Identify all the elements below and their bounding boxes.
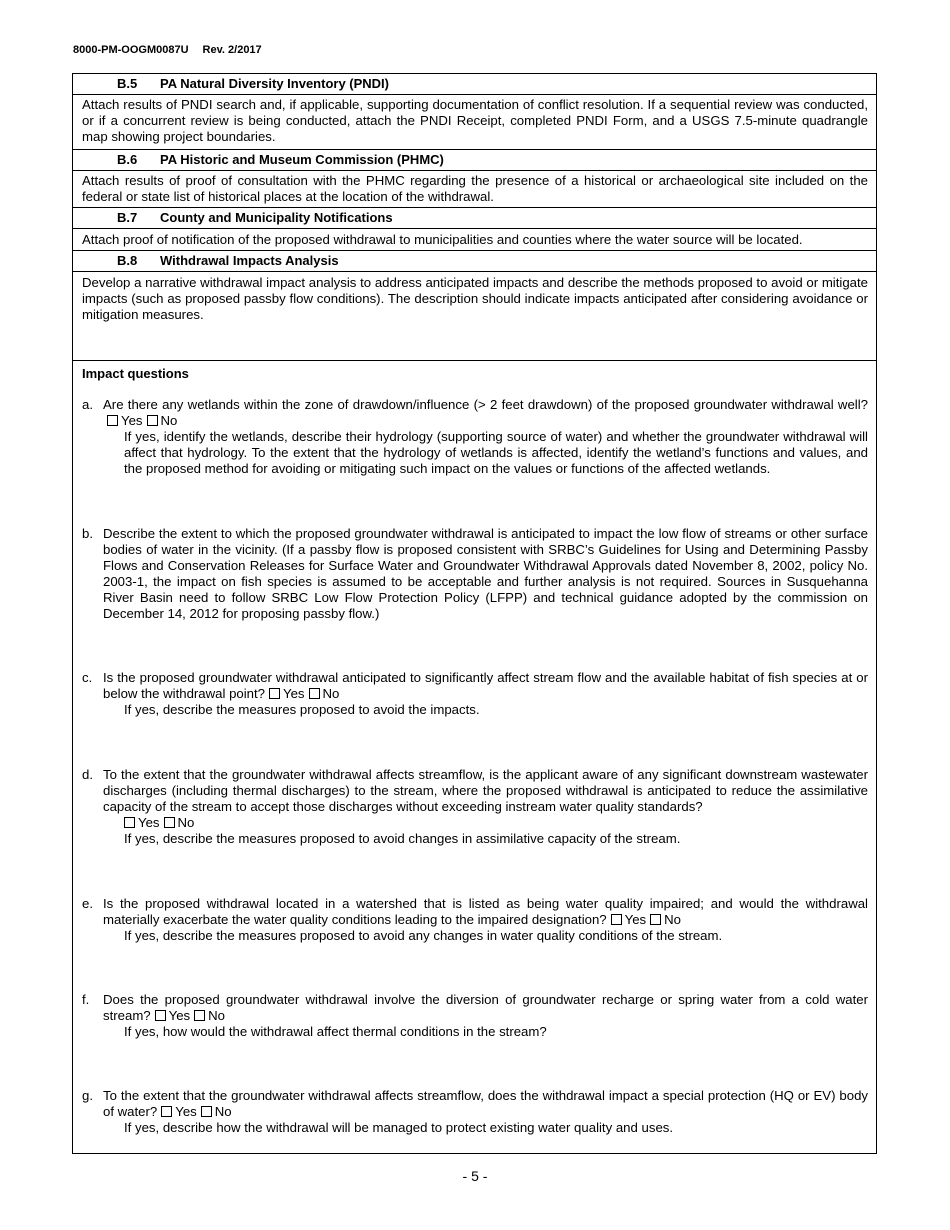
- form-revision: Rev. 2/2017: [202, 44, 262, 56]
- section-b8-header: [73, 251, 876, 272]
- question-followup: If yes, describe the measures proposed to avoid the impacts.: [124, 702, 480, 717]
- section-b5-header: [73, 74, 876, 95]
- question-f: [82, 992, 868, 1040]
- yes-checkbox[interactable]: [611, 914, 622, 925]
- question-letter: d.: [82, 767, 93, 782]
- yes-label: Yes: [624, 912, 647, 927]
- section-number: B.7: [117, 210, 138, 225]
- question-g: [82, 1088, 868, 1136]
- question-followup: If yes, describe how the withdrawal will be managed to protect existing water quality and uses.: [124, 1120, 674, 1135]
- question-text: Does the proposed groundwater withdrawal involve the diversion of groundwater recharge or spring water from a cold water stream?: [103, 992, 868, 1023]
- yes-label: Yes: [121, 413, 143, 428]
- no-label: No: [214, 1104, 232, 1119]
- question-followup: If yes, how would the withdrawal affect thermal conditions in the stream?: [124, 1024, 547, 1039]
- section-title: Withdrawal Impacts Analysis: [160, 253, 339, 268]
- impact-questions-title: Impact questions: [82, 366, 189, 381]
- question-letter: b.: [82, 526, 93, 541]
- question-text: Is the proposed withdrawal located in a watershed that is listed as being water quality impaired; and would the withdrawal materially exacerbate the water quality conditions leading to the impaired designation?: [103, 896, 868, 927]
- section-b7-body: Attach proof of notification of the proposed withdrawal to municipalities and counties where the water source will be located.: [73, 229, 876, 251]
- section-b6-body: Attach results of proof of consultation with the PHMC regarding the presence of a historical or archaeological site included on the federal or state list of historical places at the location of the withdrawal.: [73, 171, 876, 208]
- no-label: No: [208, 1008, 226, 1023]
- question-followup: If yes, describe the measures proposed to avoid changes in assimilative capacity of the stream.: [124, 831, 681, 846]
- question-b: [82, 526, 868, 622]
- section-number: B.5: [117, 76, 138, 91]
- section-b8-body: Develop a narrative withdrawal impact analysis to address anticipated impacts and describe the methods proposed to avoid or mitigate impacts (such as proposed passby flow conditions). The description should indicate impacts anticipated after considering avoidance or mitigation measures.: [73, 272, 876, 361]
- question-d: [82, 767, 868, 847]
- section-number: B.8: [117, 253, 138, 268]
- yes-checkbox[interactable]: [269, 688, 280, 699]
- yes-label: Yes: [168, 1008, 191, 1023]
- no-checkbox[interactable]: [650, 914, 661, 925]
- yes-label: Yes: [138, 815, 160, 830]
- yes-checkbox[interactable]: [107, 415, 118, 426]
- form-id: 8000-PM-OOGM0087U: [73, 44, 189, 56]
- yes-label: Yes: [175, 1104, 197, 1119]
- question-letter: f.: [82, 992, 90, 1007]
- yes-checkbox[interactable]: [124, 817, 135, 828]
- no-label: No: [664, 912, 681, 927]
- no-checkbox[interactable]: [164, 817, 175, 828]
- question-text: To the extent that the groundwater withdrawal affects streamflow, is the applicant aware of any significant downstream wastewater discharges (including thermal discharges) to the stream, where the proposed withdrawal is anticipated to reduce the assimilative capacity of the stream to accept those discharges without exceeding instream water quality standards?: [103, 767, 868, 814]
- question-e: [82, 896, 868, 944]
- no-checkbox[interactable]: [194, 1010, 205, 1021]
- page-number: - 5 -: [462, 1168, 488, 1184]
- form-frame: [72, 73, 877, 1154]
- yes-no-options: [124, 815, 868, 831]
- question-letter: c.: [82, 670, 93, 685]
- form-header: [73, 44, 276, 56]
- no-checkbox[interactable]: [147, 415, 158, 426]
- no-checkbox[interactable]: [309, 688, 320, 699]
- question-letter: g.: [82, 1088, 93, 1103]
- question-c: [82, 670, 868, 718]
- no-label: No: [322, 686, 340, 701]
- section-title: PA Historic and Museum Commission (PHMC): [160, 152, 444, 167]
- question-text: Is the proposed groundwater withdrawal anticipated to significantly affect stream flow and the available habitat of fish species at or below the withdrawal point?: [103, 670, 868, 701]
- section-number: B.6: [117, 152, 138, 167]
- question-text: Describe the extent to which the proposed groundwater withdrawal is anticipated to impact the low flow of streams or other surface bodies of water in the vicinity. (If a passby flow is proposed consistent with SRBC’s Guidelines for Using and Determining Passby Flows and Conservation Releases for Surface Water and Groundwater Withdrawal Approvals dated November 8, 2002, policy No. 2003-1, the impact on fish species is assumed to be acceptable and further analysis is not required. Sources in Susquehanna River Basin need to follow SRBC Low Flow Protection Policy (LFPP) and technical guidance adopted by the commission on December 14, 2012 for proposing passby flow.): [103, 526, 868, 621]
- question-a: [82, 397, 868, 477]
- question-letter: a.: [82, 397, 93, 412]
- question-followup: If yes, describe the measures proposed to avoid any changes in water quality conditions of the stream.: [124, 928, 723, 943]
- no-checkbox[interactable]: [201, 1106, 212, 1117]
- question-text: To the extent that the groundwater withdrawal affects streamflow, does the withdrawal impact a special protection (HQ or EV) body of water?: [103, 1088, 868, 1119]
- section-title: PA Natural Diversity Inventory (PNDI): [160, 76, 389, 91]
- section-b5-body: Attach results of PNDI search and, if applicable, supporting documentation of conflict resolution. If a sequential review was conducted, or if a concurrent review is being conducted, attach the PNDI Receipt, completed PNDI Form, and a USGS 7.5-minute quadrangle map showing project boundaries.: [73, 95, 876, 150]
- no-label: No: [177, 815, 195, 830]
- question-followup: If yes, identify the wetlands, describe their hydrology (supporting source of water) and whether the groundwater withdrawal will affect that hydrology. To the extent that the hydrology of wetlands is affected, identify the wetland’s functions and values, and the proposed method for avoiding or mitigating such impact on the values or functions of the affected wetlands.: [124, 429, 868, 476]
- yes-checkbox[interactable]: [155, 1010, 166, 1021]
- question-text: Are there any wetlands within the zone of drawdown/influence (> 2 feet drawdown) of the proposed groundwater withdrawal well?: [103, 397, 868, 412]
- section-b6-header: [73, 150, 876, 171]
- section-title: County and Municipality Notifications: [160, 210, 393, 225]
- yes-checkbox[interactable]: [161, 1106, 172, 1117]
- yes-label: Yes: [283, 686, 305, 701]
- question-letter: e.: [82, 896, 93, 911]
- no-label: No: [160, 413, 178, 428]
- section-b7-header: [73, 208, 876, 229]
